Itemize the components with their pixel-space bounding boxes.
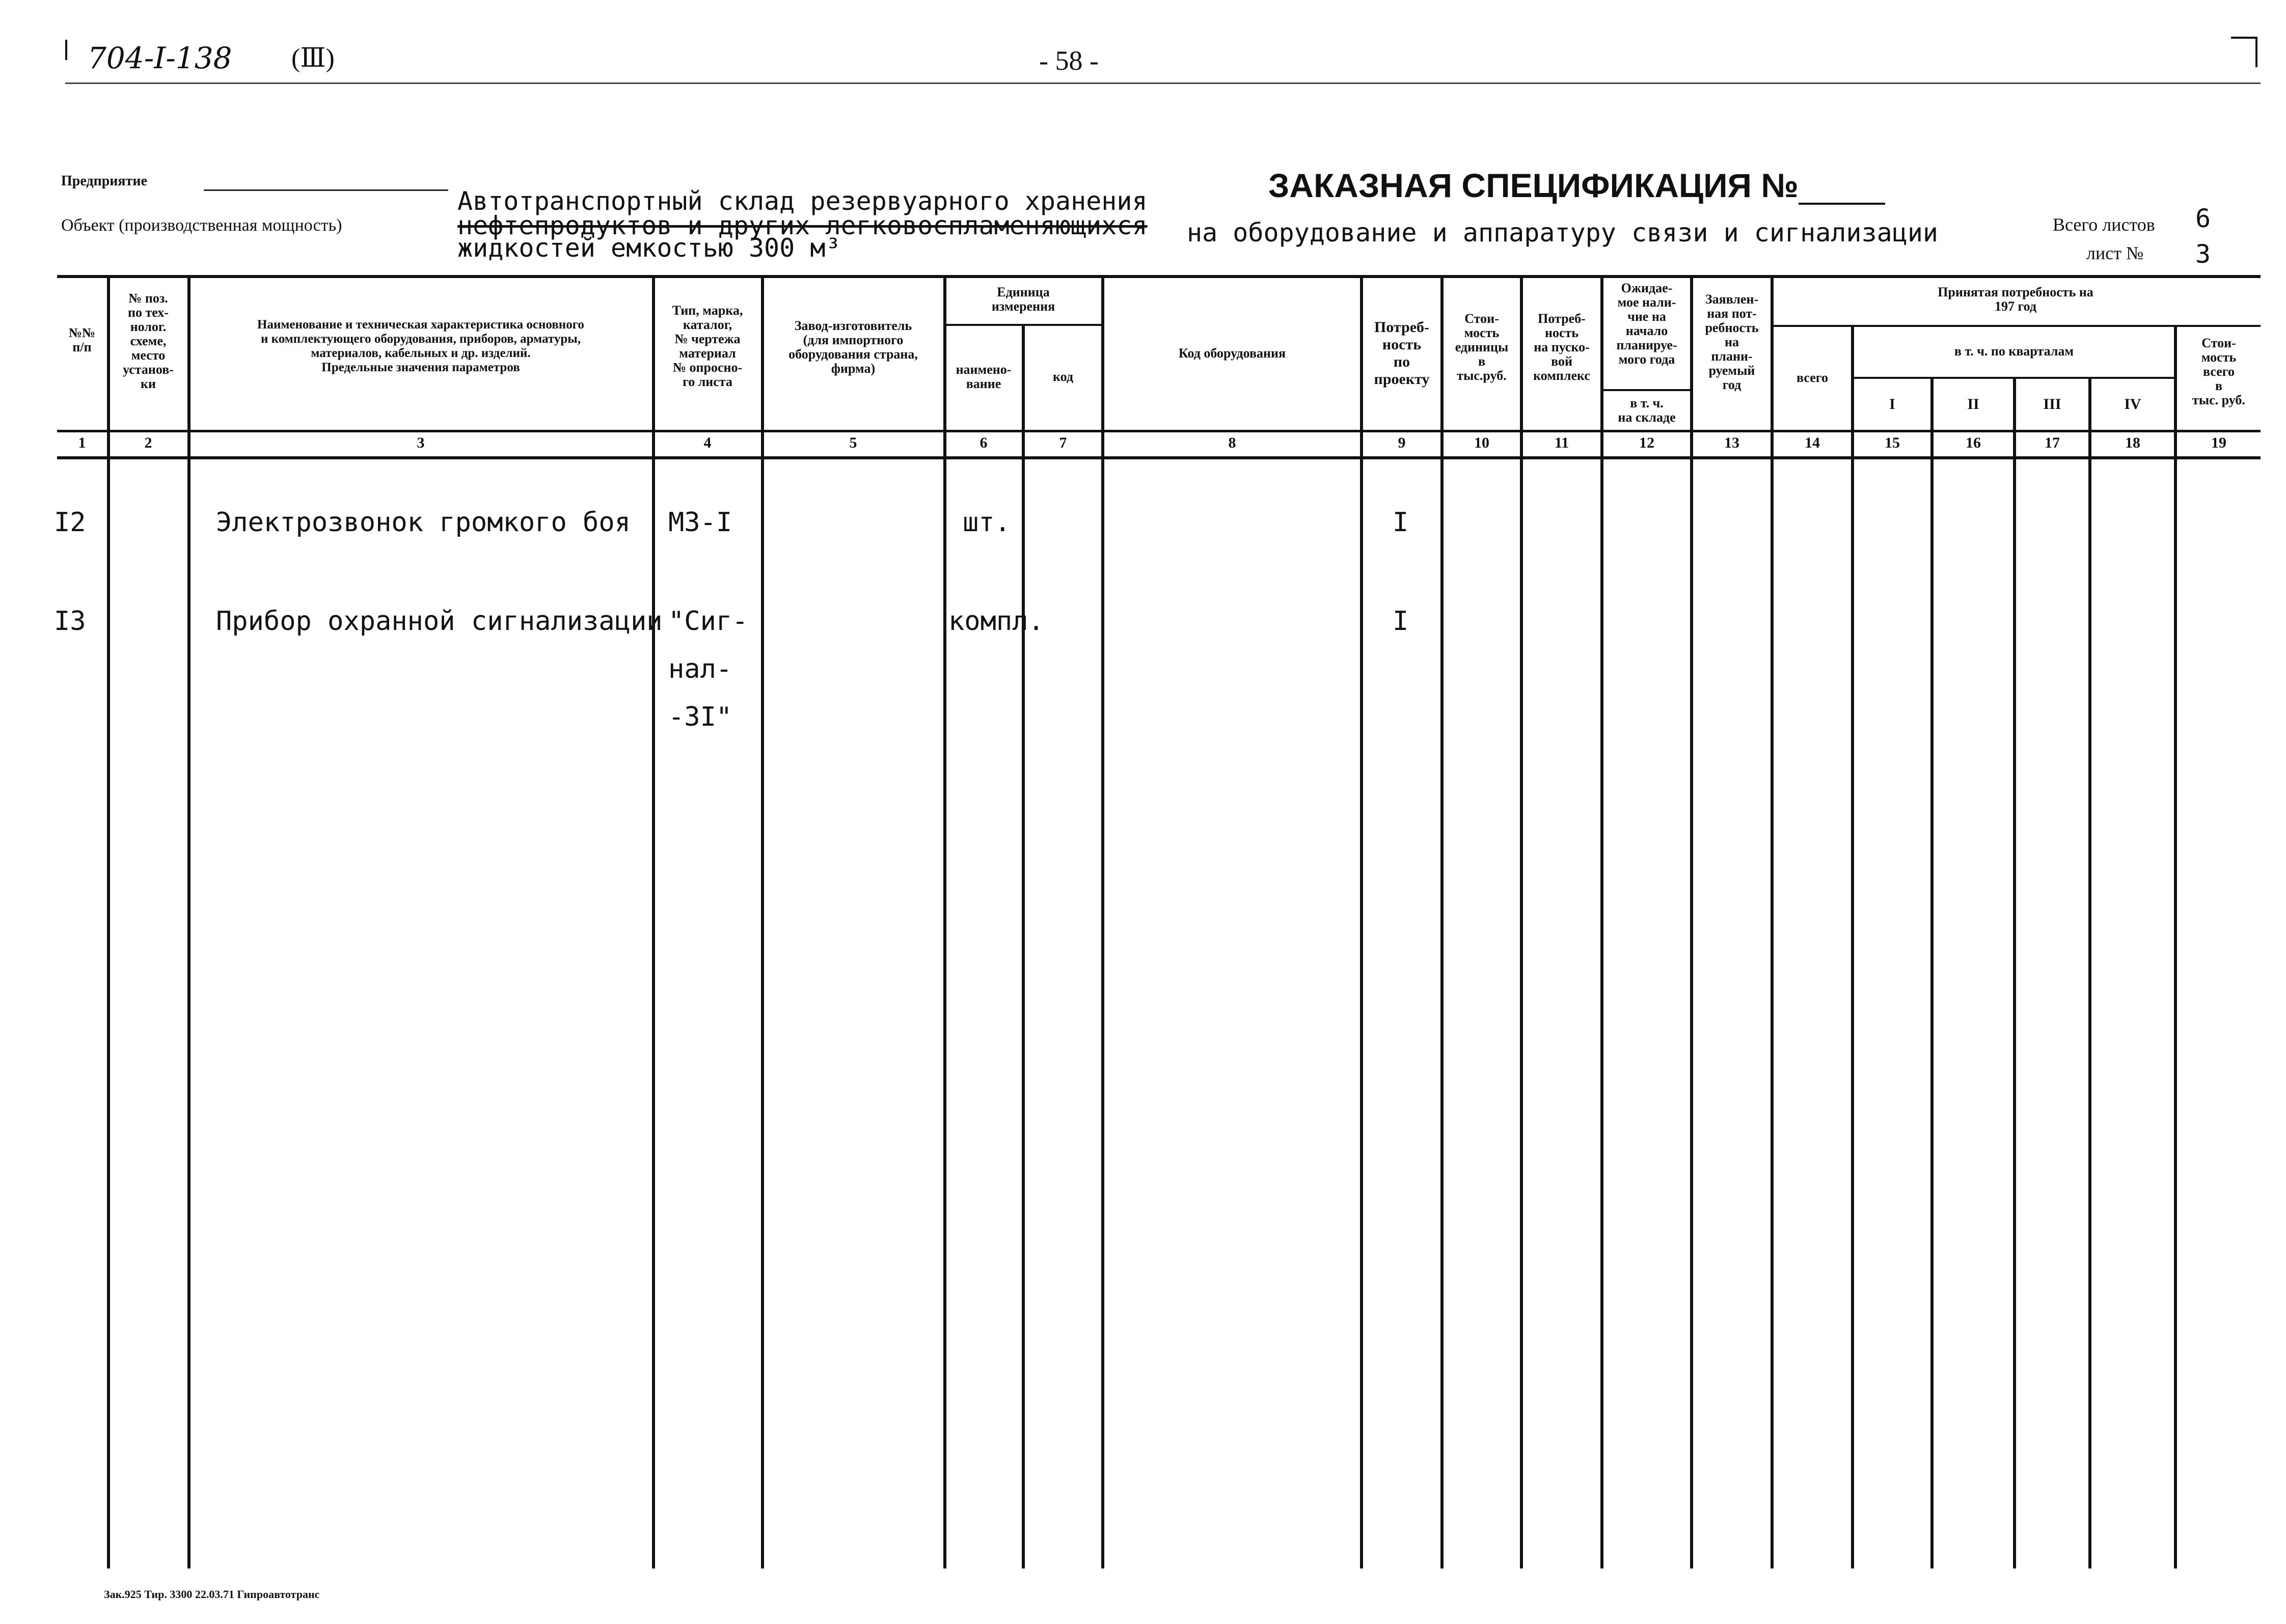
doc-code: 704-I-138 — [88, 41, 232, 75]
col-line-11 — [1690, 275, 1693, 1568]
corner-mark-right-v — [2255, 37, 2257, 67]
col-number: 13 — [1724, 434, 1739, 451]
col-header-16: II — [1967, 397, 1979, 411]
col-header-8: Код оборудования — [1178, 346, 1286, 361]
item-type: нал- — [668, 654, 732, 684]
corner-mark-right — [2231, 37, 2256, 39]
col-header-13: Заявлен- ная пот- ребность на плани- руемый год — [1705, 292, 1759, 392]
col-header-6: наимено- вание — [956, 363, 1012, 391]
spec-subtitle: на оборудование и аппаратуру связи и сигнализации — [1187, 218, 1939, 247]
col-number: 12 — [1639, 434, 1654, 451]
col-number: 19 — [2211, 434, 2226, 451]
accepted-group-header: Принятая потребность на 197 год — [1938, 285, 2093, 314]
col-header-17: III — [2043, 397, 2061, 411]
stock-rule — [1602, 389, 1691, 391]
col-number: 11 — [1554, 434, 1569, 451]
item-name: Электрозвонок громкого боя — [216, 507, 631, 538]
row-number: I2 — [54, 507, 86, 538]
item-unit: компл. — [948, 606, 1044, 637]
doc-part: (Ⅲ) — [291, 44, 335, 73]
col-header-1: №№ п/п — [68, 326, 96, 354]
item-name: Прибор охранной сигнализации — [216, 606, 663, 637]
spec-title-text: ЗАКАЗНАЯ СПЕЦИФИКАЦИЯ № — [1268, 167, 1799, 204]
total-sheets-label: Всего листов — [2053, 214, 2155, 235]
col-line-2 — [652, 275, 655, 1568]
col-number: 16 — [1966, 434, 1981, 451]
quarters-group-header: в т. ч. по кварталам — [1954, 344, 2074, 359]
col-header-2: № поз. по тех- нолог. схеме, место установ- ки — [123, 291, 174, 391]
col-line-1 — [187, 275, 190, 1568]
col-number: 14 — [1805, 434, 1820, 451]
col-header-5: Завод-изготовитель (для импортного оборудования страна, фирма) — [788, 319, 918, 376]
col-number: 2 — [144, 434, 152, 451]
col-header-3: Наименование и техническая характеристика основного и комплектующего оборудования, приборов, арматуры, материалов, кабельных и др. изделий. Предельные значения параметров — [257, 318, 584, 374]
col-header-18: IV — [2124, 397, 2141, 411]
item-type: "Сиг- — [668, 606, 748, 637]
spec-number-blank — [1799, 175, 1885, 205]
accepted-group-rule — [1773, 325, 2261, 327]
col-line-12 — [1771, 275, 1774, 1568]
col-header-14: всего — [1797, 371, 1828, 385]
col-line-9 — [1520, 275, 1523, 1568]
col-line-3 — [761, 275, 764, 1568]
col-number: 4 — [703, 434, 712, 451]
total-sheets: 6 — [2195, 204, 2211, 233]
row-number: I3 — [54, 606, 86, 637]
col-header-12: Ожидае- мое нали- чие на начало планируе- мого года — [1616, 281, 1677, 367]
item-quantity: I — [1393, 606, 1409, 637]
col-header-7: код — [1052, 370, 1074, 384]
enterprise-label: Предприятие — [61, 173, 147, 189]
col-header-15: I — [1889, 397, 1895, 411]
col-line-4 — [943, 275, 946, 1568]
enterprise-underline — [204, 189, 448, 191]
object-line-1: Автотранспортный склад резервуарного хранения — [457, 186, 1148, 216]
col-line-8 — [1440, 275, 1444, 1568]
col-line-15 — [2013, 379, 2016, 1568]
col-header-4: Тип, марка, каталог, № чертежа материал № опросно- го листа — [672, 304, 743, 389]
col-header-19: Стои- мость всего в тыс. руб. — [2192, 336, 2245, 407]
col-line-6 — [1101, 275, 1104, 1568]
col-header-12b: в т. ч. на складе — [1618, 396, 1676, 425]
col-number: 15 — [1885, 434, 1900, 451]
col-line-17 — [2174, 326, 2177, 1568]
col-number: 10 — [1474, 434, 1489, 451]
item-unit: шт. — [963, 507, 1011, 538]
unit-group-header: Единица измерения — [991, 285, 1055, 314]
item-type: -3I" — [668, 702, 732, 732]
col-line-13 — [1851, 326, 1854, 1568]
col-line-14 — [1930, 379, 1934, 1568]
sheet-number: 3 — [2195, 239, 2211, 269]
item-quantity: I — [1393, 507, 1409, 538]
col-number: 18 — [2125, 434, 2140, 451]
col-header-11: Потреб- ность на пуско- вой комплекс — [1533, 312, 1590, 383]
col-number: 17 — [2045, 434, 2060, 451]
col-line-7 — [1360, 275, 1363, 1568]
sheet-label: лист № — [2086, 243, 2144, 263]
page-number: - 58 - — [1039, 45, 1099, 76]
top-rule — [65, 82, 2261, 84]
col-number: 9 — [1398, 434, 1406, 451]
col-number: 8 — [1228, 434, 1236, 451]
col-number: 7 — [1059, 434, 1067, 451]
col-header-10: Стои- мость единицы в тыс.руб. — [1455, 312, 1509, 383]
spec-title — [1268, 166, 1885, 205]
col-line-5 — [1022, 326, 1025, 1568]
object-line-3: жидкостей емкостью 300 м³ — [457, 233, 841, 263]
col-number: 1 — [78, 434, 86, 451]
col-number: 5 — [849, 434, 857, 451]
col-number: 3 — [417, 434, 425, 451]
object-line-2: нефтепродуктов и других легковоспламеняющихся — [457, 211, 1148, 240]
print-note: Зак.925 Тир. 3300 22.03.71 Гипроавтотранс — [104, 1588, 320, 1601]
col-line-0 — [107, 275, 110, 1568]
col-line-16 — [2088, 379, 2091, 1568]
item-type: МЗ-I — [668, 507, 732, 538]
col-header-9: Потреб- ность по проекту — [1374, 319, 1430, 388]
col-number: 6 — [979, 434, 988, 451]
corner-mark-left — [65, 40, 67, 60]
object-label: Объект (производственная мощность) — [61, 216, 342, 235]
table-top-rule — [57, 275, 2261, 278]
col-line-10 — [1600, 275, 1603, 1568]
